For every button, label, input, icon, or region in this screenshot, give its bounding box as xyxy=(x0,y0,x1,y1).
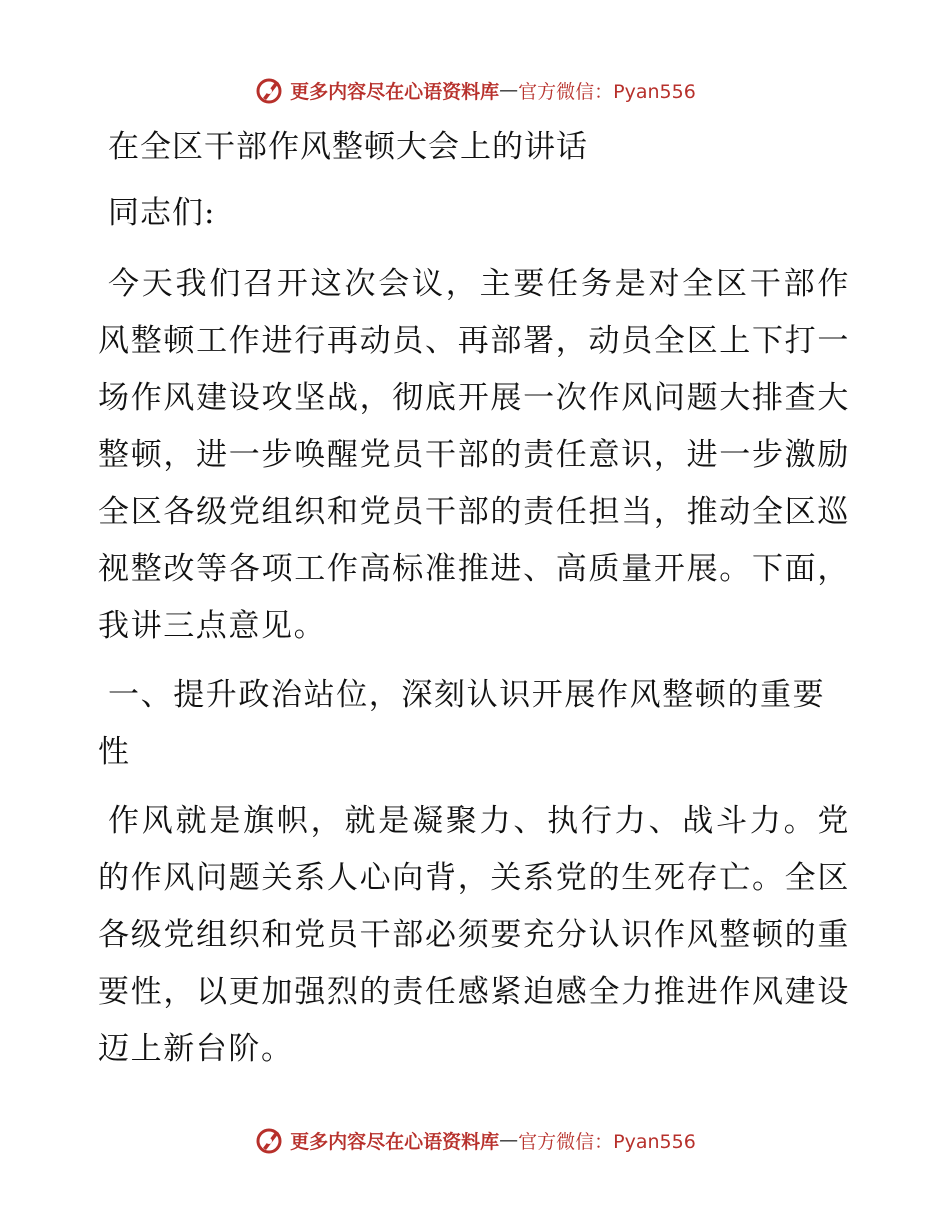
header-banner xyxy=(0,70,950,110)
footer-separator: — xyxy=(499,1129,519,1151)
quill-pen-logo-icon xyxy=(254,1125,284,1155)
document-title: 在全区干部作风整顿大会上的讲话 xyxy=(108,129,588,165)
quill-pen-logo-icon xyxy=(254,75,284,105)
banner-separator: — xyxy=(499,79,519,101)
document-body xyxy=(98,118,850,1090)
footer-contact-text: 官方微信：Pyan556 xyxy=(518,1130,696,1153)
section-paragraph: 作风就是旗帜，就是凝聚力、执行力、战斗力。党的作风问题关系人心向背，关系党的生死存亡。全区各级党组织和党员干部必须要充分认识作风整顿的重要性，以更加强烈的责任感紧迫感全力推进作风建设迈上新台阶。 xyxy=(98,803,850,1067)
footer-banner xyxy=(0,1120,950,1160)
intro-paragraph: 今天我们召开这次会议，主要任务是对全区干部作风整顿工作进行再动员、再部署，动员全区上下打一场作风建设攻坚战，彻底开展一次作风问题大排查大整顿，进一步唤醒党员干部的责任意识，进一步激励全区各级党组织和党员干部的责任担当，推动全区巡视整改等各项工作高标准推进、高质量开展。下面，我讲三点意见。 xyxy=(98,266,850,644)
section-heading: 一、提升政治站位，深刻认识开展作风整顿的重要性 xyxy=(98,677,826,770)
banner-promo-text: 更多内容尽在心语资料库 xyxy=(290,80,500,103)
footer-promo-text: 更多内容尽在心语资料库 xyxy=(290,1130,500,1153)
greeting: 同志们: xyxy=(108,195,216,231)
banner-contact-text: 官方微信：Pyan556 xyxy=(518,80,696,103)
